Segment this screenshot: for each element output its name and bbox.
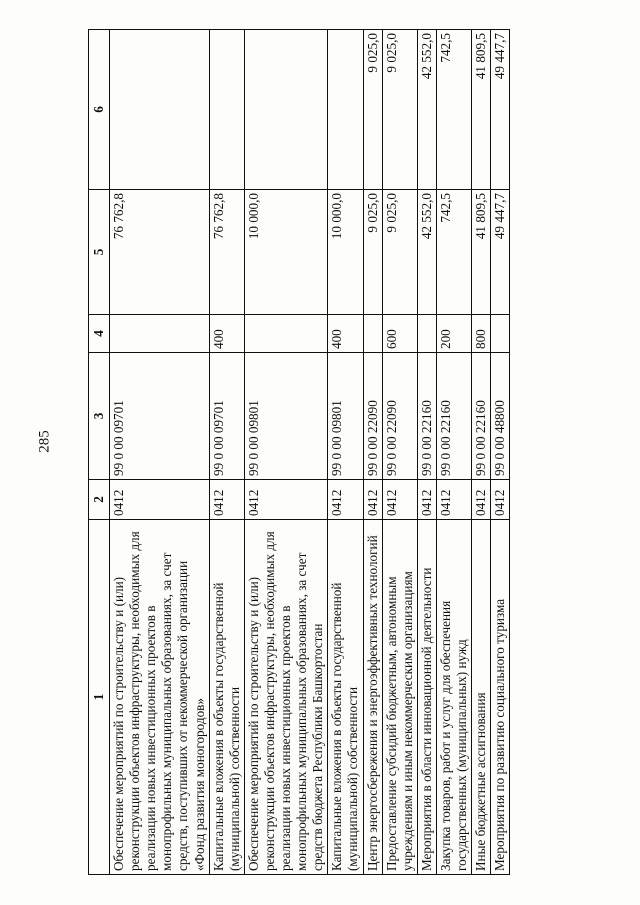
budget-table: [88, 29, 510, 875]
expense-type-cell: [363, 315, 382, 353]
target-item-cell: 99 0 00 09801: [244, 353, 327, 480]
target-item-cell: 99 0 00 22160: [436, 353, 471, 480]
amount-col5-cell: 9 025,0: [382, 190, 417, 315]
section-code-cell: 0412: [328, 480, 363, 520]
table-row: [328, 30, 363, 875]
expense-type-cell: [244, 315, 327, 353]
target-item-cell: 99 0 00 09701: [209, 353, 244, 480]
column-header: 5: [89, 190, 110, 315]
expense-name-cell: Капитальные вложения в объекты государственной (муниципальной) собственности: [328, 520, 363, 875]
target-item-cell: 99 0 00 22160: [472, 353, 491, 480]
amount-col5-cell: 10 000,0: [244, 190, 327, 315]
amount-col6-cell: [328, 30, 363, 190]
section-code-cell: 0412: [110, 480, 210, 520]
column-header: 3: [89, 353, 110, 480]
column-header: 1: [89, 520, 110, 875]
section-code-cell: 0412: [436, 480, 471, 520]
amount-col6-cell: [209, 30, 244, 190]
section-code-cell: 0412: [491, 480, 510, 520]
column-header: 4: [89, 315, 110, 353]
section-code-cell: 0412: [417, 480, 436, 520]
expense-type-cell: 600: [382, 315, 417, 353]
expense-type-cell: 400: [209, 315, 244, 353]
column-header: 6: [89, 30, 110, 190]
table-row: [472, 30, 491, 875]
target-item-cell: 99 0 00 22090: [363, 353, 382, 480]
table-header-row: [89, 30, 110, 875]
target-item-cell: 99 0 00 22090: [382, 353, 417, 480]
expense-type-cell: [110, 315, 210, 353]
section-code-cell: 0412: [209, 480, 244, 520]
amount-col5-cell: 9 025,0: [363, 190, 382, 315]
target-item-cell: 99 0 00 48800: [491, 353, 510, 480]
target-item-cell: 99 0 00 22160: [417, 353, 436, 480]
expense-name-cell: Обеспечение мероприятий по строительству и (или) реконструкции объектов инфраструктуры, необходимых для реализации новых инвестиционных проектов в монопрофильных муниципальных образованиях, за счет средств бюджета Республики Башкортостан: [244, 520, 327, 875]
expense-type-cell: [491, 315, 510, 353]
table-row: [110, 30, 210, 875]
section-code-cell: 0412: [244, 480, 327, 520]
amount-col5-cell: 41 809,5: [472, 190, 491, 315]
rotated-page-content: [88, 30, 564, 875]
amount-col5-cell: 76 762,8: [209, 190, 244, 315]
expense-name-cell: Обеспечение мероприятий по строительству и (или) реконструкции объектов инфраструктуры, необходимых для реализации новых инвестиционных проектов в монопрофильных муниципальных образованиях, за счет средств, поступивших от некоммерческой организации «Фонд развития моногородов»: [110, 520, 210, 875]
amount-col5-cell: 76 762,8: [110, 190, 210, 315]
amount-col6-cell: 9 025,0: [363, 30, 382, 190]
page-number: 285: [36, 430, 53, 453]
target-item-cell: 99 0 00 09801: [328, 353, 363, 480]
expense-name-cell: Мероприятия в области инновационной деятельности: [417, 520, 436, 875]
amount-col6-cell: 41 809,5: [472, 30, 491, 190]
amount-col5-cell: 42 552,0: [417, 190, 436, 315]
expense-type-cell: [417, 315, 436, 353]
amount-col5-cell: 742,5: [436, 190, 471, 315]
section-code-cell: 0412: [363, 480, 382, 520]
expense-name-cell: Иные бюджетные ассигнования: [472, 520, 491, 875]
expense-name-cell: Закупка товаров, работ и услуг для обеспечения государственных (муниципальных) нужд: [436, 520, 471, 875]
expense-name-cell: Мероприятия по развитию социального туризма: [491, 520, 510, 875]
amount-col6-cell: 9 025,0: [382, 30, 417, 190]
table-row: [244, 30, 327, 875]
table-row: [436, 30, 471, 875]
amount-col5-cell: 10 000,0: [328, 190, 363, 315]
column-header: 2: [89, 480, 110, 520]
table-row: [382, 30, 417, 875]
amount-col6-cell: 49 447,7: [491, 30, 510, 190]
table-row: [209, 30, 244, 875]
table-row: [363, 30, 382, 875]
expense-type-cell: 200: [436, 315, 471, 353]
table-row: [491, 30, 510, 875]
amount-col5-cell: 49 447,7: [491, 190, 510, 315]
expense-name-cell: Капитальные вложения в объекты государственной (муниципальной) собственности: [209, 520, 244, 875]
amount-col6-cell: [110, 30, 210, 190]
amount-col6-cell: [244, 30, 327, 190]
expense-type-cell: 800: [472, 315, 491, 353]
amount-col6-cell: 742,5: [436, 30, 471, 190]
expense-type-cell: 400: [328, 315, 363, 353]
expense-name-cell: Центр энергосбережения и энергоэффективных технологий: [363, 520, 382, 875]
table-row: [417, 30, 436, 875]
amount-col6-cell: 42 552,0: [417, 30, 436, 190]
section-code-cell: 0412: [472, 480, 491, 520]
section-code-cell: 0412: [382, 480, 417, 520]
expense-name-cell: Предоставление субсидий бюджетным, автономным учреждениям и иным некоммерческим организациям: [382, 520, 417, 875]
target-item-cell: 99 0 00 09701: [110, 353, 210, 480]
